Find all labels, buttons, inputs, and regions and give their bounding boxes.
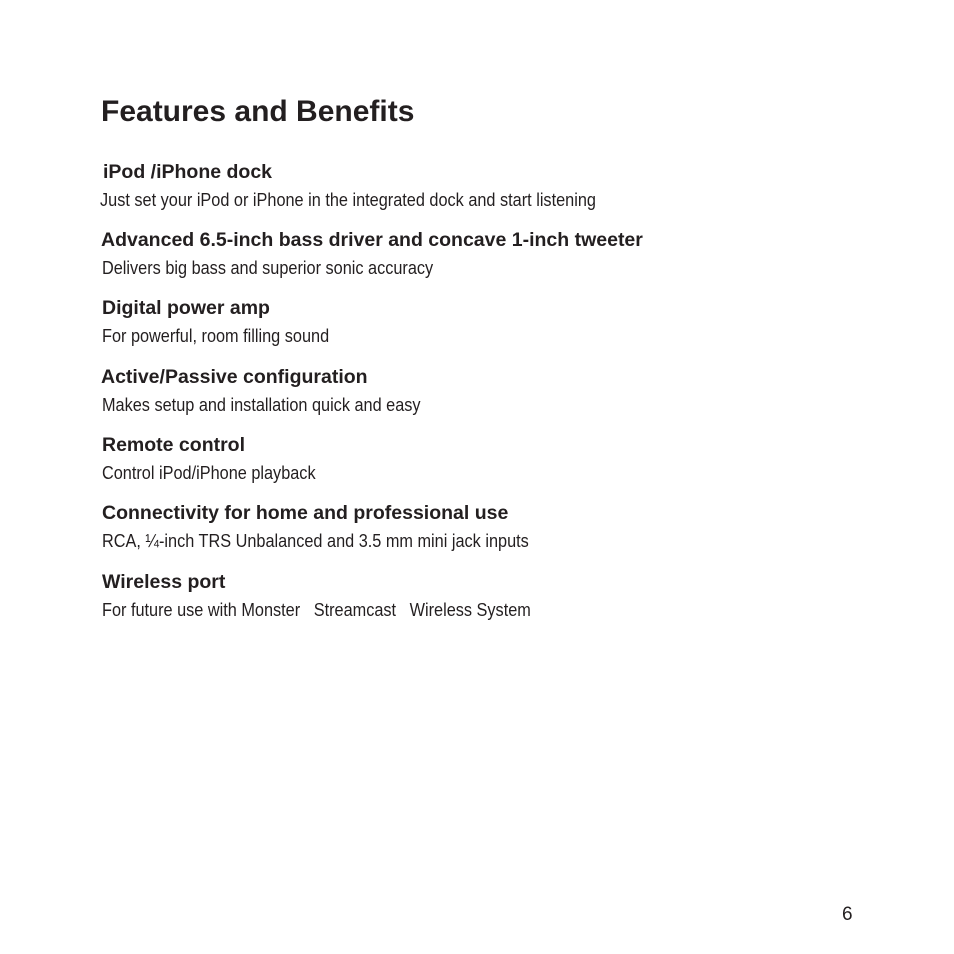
feature-item-remote — [102, 431, 345, 487]
feature-heading: Connectivity for home and professional use — [102, 502, 509, 524]
page-number: 6 — [842, 904, 853, 925]
feature-heading: Remote control — [102, 434, 246, 456]
feature-item-drivers — [101, 226, 643, 282]
feature-description: Delivers big bass and superior sonic accuracy — [102, 257, 434, 278]
feature-description: Makes setup and installation quick and easy — [102, 394, 421, 415]
feature-description: RCA, ¼-inch TRS Unbalanced and 3.5 mm mini jack inputs — [102, 530, 529, 551]
feature-heading: Advanced 6.5-inch bass driver and concave 1-inch tweeter — [101, 229, 643, 251]
feature-heading: Digital power amp — [102, 297, 270, 319]
feature-heading: Active/Passive configuration — [101, 366, 368, 388]
feature-item-configuration — [101, 363, 464, 419]
feature-item-connectivity — [102, 499, 587, 555]
page-title: Features and Benefits — [101, 95, 415, 128]
feature-description: Control iPod/iPhone playback — [102, 462, 316, 483]
feature-item-amp — [102, 294, 360, 350]
feature-heading: Wireless port — [102, 571, 226, 593]
feature-heading: iPod /iPhone dock — [103, 161, 273, 183]
feature-description: For powerful, room filling sound — [102, 325, 330, 346]
feature-item-dock — [100, 158, 664, 214]
feature-description: Just set your iPod or iPhone in the integrated dock and start listening — [100, 189, 596, 210]
feature-description: For future use with Monster Streamcast Wireless System — [102, 599, 531, 620]
feature-item-wireless — [102, 568, 589, 624]
